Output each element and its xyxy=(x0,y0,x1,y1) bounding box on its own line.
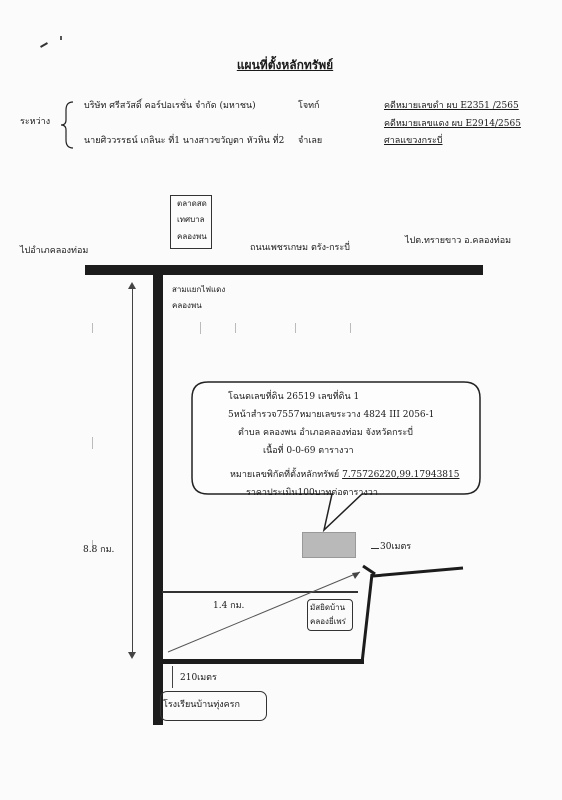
scan-mark xyxy=(60,36,62,40)
mosque-box xyxy=(307,599,353,631)
dimension-line-210 xyxy=(172,666,173,688)
mosque-label-line: คลองยี่เพร่ xyxy=(310,617,346,626)
market-label-line: เทศบาล xyxy=(177,215,205,224)
main-road xyxy=(85,265,483,275)
distance-side: 1.4 กม. xyxy=(213,601,245,611)
callout-line-deed: โฉนดเลขที่ดิน 26519 เลขที่ดิน 1 xyxy=(228,392,360,402)
market-label-line: ตลาดสด xyxy=(177,199,207,208)
distance-main: 8.8 กม. xyxy=(83,545,115,555)
scan-mark xyxy=(235,323,236,333)
plaintiff-role: โจทก์ xyxy=(298,101,320,111)
mosque-label-line: มัสยิดบ้าน xyxy=(310,603,346,612)
callout-line-coords xyxy=(230,470,459,481)
defendant-role: จำเลย xyxy=(298,136,323,146)
case-red-number: คดีหมายเลขแดง ผบ E2914/2565 xyxy=(384,119,521,129)
school-label: โรงเรียนบ้านทุ่งครก xyxy=(163,700,240,710)
market-label-line: คลองพน xyxy=(177,232,207,241)
junction-label-line: คลองพน xyxy=(172,301,202,310)
plaintiff-name: บริษัท ศรีสวัสดิ์ คอร์ปอเรชั่น จำกัด (มหาชน) xyxy=(84,101,256,111)
school-box xyxy=(160,691,267,721)
direction-left: ไปอำเภคลองท่อม xyxy=(20,246,89,256)
property-parcel xyxy=(302,532,356,558)
between-label: ระหว่าง xyxy=(20,117,51,127)
scan-mark xyxy=(200,322,201,334)
market-box xyxy=(170,195,212,249)
arrow-up-icon xyxy=(128,282,136,289)
scan-mark xyxy=(40,42,48,48)
callout-line-area: เนื้อที่ 0-0-69 ตารางวา xyxy=(263,446,354,456)
road-name: ถนนเพชรเกษม ตรัง-กระบี่ xyxy=(250,243,350,253)
arrow-down-icon xyxy=(128,652,136,659)
coords-value: 7.75726220,99.17943815 xyxy=(342,470,460,480)
dimension-line-main xyxy=(132,284,133,656)
callout-line-price: ราคาประเมิน100บาทต่อตารางวา xyxy=(246,488,378,498)
dimension-tick xyxy=(371,548,379,549)
junction-label-line: สามแยกไฟแดง xyxy=(172,285,226,294)
coords-label: หมายเลขพิกัดที่ตั้งหลักทรัพย์ xyxy=(230,470,340,480)
scan-mark xyxy=(295,323,296,333)
direction-right: ไปต.ทรายขาว อ.คลองท่อม xyxy=(405,236,512,246)
brace-icon xyxy=(60,100,76,150)
scan-mark xyxy=(92,323,93,333)
court-name: ศาลแขวงกระบี่ xyxy=(384,136,443,146)
case-black-number: คดีหมายเลขดำ ผบ E2351 /2565 xyxy=(384,101,519,111)
side-roads xyxy=(355,560,470,668)
arrow-icon xyxy=(352,572,360,579)
distance-30m: 30เมตร xyxy=(380,542,412,552)
defendant-name: นายศิววรรธน์ เกลินะ ที่1 นางสาวขวัญตา หัวหิน ที่2 xyxy=(84,136,285,146)
distance-210m: 210เมตร xyxy=(180,673,217,683)
scan-mark xyxy=(92,437,93,449)
page-title: แผนที่ตั้งหลักทรัพย์ xyxy=(236,58,334,72)
scan-mark xyxy=(350,323,351,333)
callout-line-survey: 5หน้าสำรวจ7557หมายเลขระวาง 4824 III 2056-1 xyxy=(228,410,435,420)
callout-line-location: ตำบล คลองพน อำเภอคลองท่อม จังหวัดกระบี่ xyxy=(238,428,413,438)
